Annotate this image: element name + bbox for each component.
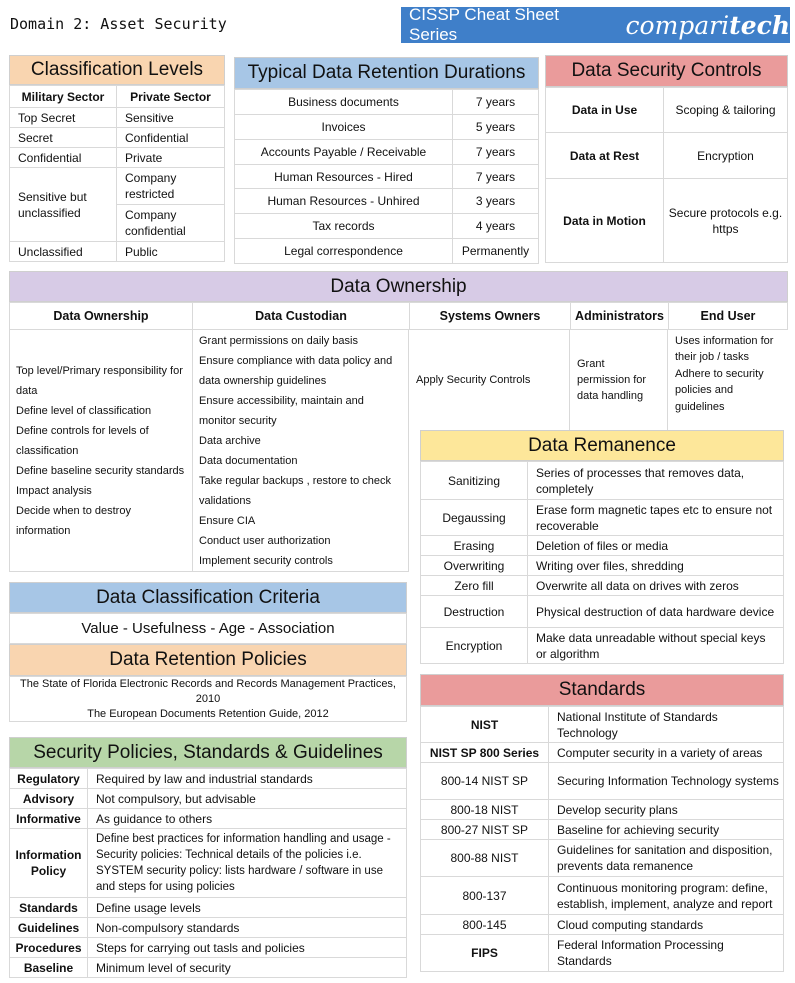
policy-line: The State of Florida Electronic Records and Records Management Practices, 2010 <box>19 677 396 705</box>
comparitech-logo: comparitech <box>625 10 790 40</box>
table-cell: Guidelines for sanitation and disposition, prevents data remanence <box>549 840 784 877</box>
brand-banner <box>401 7 790 43</box>
table-cell: Top Secret <box>10 108 117 128</box>
table-cell: NIST <box>421 707 549 743</box>
policies-title: Security Policies, Standards & Guidelines <box>9 737 407 768</box>
table-cell: Series of processes that removes data, completely <box>528 462 784 500</box>
table-cell: Unclassified <box>10 242 117 262</box>
domain-title: Domain 2: Asset Security <box>10 15 227 33</box>
table-cell: Company restricted <box>117 168 225 205</box>
classification-section <box>9 55 225 262</box>
table-cell: Procedures <box>10 938 88 958</box>
table-cell: Sanitizing <box>421 462 528 500</box>
standards-title: Standards <box>420 674 784 706</box>
table-cell: Encryption <box>421 628 528 664</box>
table-cell: Human Resources - Unhired <box>235 189 453 214</box>
table-cell: 800-18 NIST <box>421 800 549 820</box>
list-item: Define controls for levels of classification <box>16 424 149 457</box>
table-cell: Baseline for achieving security <box>549 820 784 840</box>
list-item: Ensure accessibility, maintain and monitor security <box>199 395 364 427</box>
table-cell: Writing over files, shredding <box>528 556 784 576</box>
list-item: Impact analysis <box>16 484 92 497</box>
table-cell: Deletion of files or media <box>528 536 784 556</box>
table-cell: National Institute of Standards Technology <box>549 707 784 743</box>
table-cell: Make data unreadable without special keys or algorithm <box>528 628 784 664</box>
table-cell: Erasing <box>421 536 528 556</box>
table-cell: Advisory <box>10 789 88 809</box>
table-cell: Define best practices for information handling and usage -Security policies: Technical details of the policies i.e. SYSTEM security policy: lists hardware / software in use and steps for using policies <box>88 829 407 898</box>
table-cell: Confidential <box>10 148 117 168</box>
table-cell: Guidelines <box>10 918 88 938</box>
table-cell: Company confidential <box>117 205 225 242</box>
end-user-cell: Uses information for their job / tasks Adhere to security policies and guidelines <box>675 334 774 413</box>
table-cell: Baseline <box>10 958 88 978</box>
criteria-text: Value - Usefulness - Age - Association <box>9 613 407 644</box>
table-cell: Business documents <box>235 90 453 115</box>
list-item: Data archive <box>199 435 261 447</box>
series-title: CISSP Cheat Sheet Series <box>409 5 559 44</box>
table-cell: As guidance to others <box>88 809 407 829</box>
table-cell: Degaussing <box>421 500 528 536</box>
remanence-title: Data Remanence <box>420 430 784 461</box>
list-item: Decide when to destroy information <box>16 504 131 537</box>
criteria-section <box>9 582 407 722</box>
security-controls-section <box>545 55 788 263</box>
list-item: Define level of classification <box>16 404 152 417</box>
list-item: Grant permissions on daily basis <box>199 335 358 347</box>
table-cell: 5 years <box>453 115 539 140</box>
policies-section <box>9 737 407 978</box>
col-systems-owners: Systems Owners <box>410 303 571 329</box>
table-cell: 800-88 NIST <box>421 840 549 877</box>
policies-table <box>9 768 407 978</box>
table-cell: Secure protocols e.g. https <box>664 179 788 263</box>
table-cell: Non-compulsory standards <box>88 918 407 938</box>
table-cell: Securing Information Technology systems <box>549 763 784 800</box>
table-cell: 7 years <box>453 90 539 115</box>
table-cell: Tax records <box>235 214 453 239</box>
table-cell: 7 years <box>453 140 539 165</box>
administrators-cell: Grant permission for data handling <box>570 329 668 431</box>
table-cell: Data at Rest <box>546 133 664 179</box>
table-cell: 800-145 <box>421 915 549 935</box>
col-data-custodian: Data Custodian <box>193 303 410 329</box>
table-cell: Standards <box>10 898 88 918</box>
table-cell: 7 years <box>453 165 539 189</box>
table-cell: Permanently <box>453 239 539 264</box>
list-item: Ensure compliance with data policy and data ownership guidelines <box>199 355 393 387</box>
col-end-user: End User <box>700 309 756 323</box>
table-cell: 4 years <box>453 214 539 239</box>
systems-owners-cell: Apply Security Controls <box>409 329 570 431</box>
table-cell: Secret <box>10 128 117 148</box>
list-item: Define baseline security standards <box>16 464 185 477</box>
table-cell: Computer security in a variety of areas <box>549 743 784 763</box>
table-cell: Federal Information Processing Standards <box>549 935 784 972</box>
retention-policies-body <box>9 676 407 722</box>
list-item: Conduct user authorization <box>199 535 331 547</box>
standards-table <box>420 706 784 972</box>
table-cell: Private <box>117 148 225 168</box>
table-cell: 800-14 NIST SP <box>421 763 549 800</box>
table-cell: Zero fill <box>421 576 528 596</box>
table-cell: Scoping & tailoring <box>664 88 788 133</box>
retention-durations-table <box>234 89 539 264</box>
table-cell: Information Policy <box>10 829 88 898</box>
table-cell: Erase form magnetic tapes etc to ensure not recoverable <box>528 500 784 536</box>
retention-durations-section <box>234 57 539 264</box>
retention-policies-title: Data Retention Policies <box>9 644 407 676</box>
owner-cell <box>9 329 193 572</box>
table-cell: Destruction <box>421 596 528 628</box>
ownership-section <box>9 271 788 302</box>
table-cell: Invoices <box>235 115 453 140</box>
table-cell: FIPS <box>421 935 549 972</box>
security-controls-title: Data Security Controls <box>545 55 788 87</box>
ownership-column-headers <box>9 302 788 330</box>
table-cell: Define usage levels <box>88 898 407 918</box>
list-item: Implement security controls <box>199 555 333 567</box>
standards-section <box>420 674 784 972</box>
private-header: Private Sector <box>117 86 225 108</box>
security-controls-table <box>545 87 788 263</box>
list-item: Take regular backups , restore to check validations <box>199 475 391 507</box>
table-cell: Accounts Payable / Receivable <box>235 140 453 165</box>
table-cell: Sensitive <box>117 108 225 128</box>
table-cell: Public <box>117 242 225 262</box>
classification-title: Classification Levels <box>9 55 225 85</box>
table-cell: Overwriting <box>421 556 528 576</box>
table-cell: 800-27 NIST SP <box>421 820 549 840</box>
col-administrators: Administrators <box>571 303 669 329</box>
table-cell: Not compulsory, but advisable <box>88 789 407 809</box>
table-cell: Sensitive but unclassified <box>10 168 117 242</box>
custodian-cell <box>192 329 409 572</box>
table-cell: 800-137 <box>421 877 549 915</box>
list-item: Top level/Primary responsibility for data <box>16 364 183 397</box>
table-cell: NIST SP 800 Series <box>421 743 549 763</box>
table-cell: Steps for carrying out tasls and policies <box>88 938 407 958</box>
table-cell: Informative <box>10 809 88 829</box>
table-cell: Minimum level of security <box>88 958 407 978</box>
list-item: Ensure CIA <box>199 515 256 527</box>
classification-table <box>9 85 225 262</box>
table-cell: Cloud computing standards <box>549 915 784 935</box>
table-cell: Encryption <box>664 133 788 179</box>
table-cell: Confidential <box>117 128 225 148</box>
military-header: Military Sector <box>10 86 117 108</box>
table-cell: Continuous monitoring program: define, establish, implement, analyze and report <box>549 877 784 915</box>
remanence-section <box>420 430 784 664</box>
table-cell: Develop security plans <box>549 800 784 820</box>
table-cell: Data in Use <box>546 88 664 133</box>
criteria-title: Data Classification Criteria <box>9 582 407 613</box>
list-item: Data documentation <box>199 455 298 467</box>
table-cell: Overwrite all data on drives with zeros <box>528 576 784 596</box>
table-cell: 3 years <box>453 189 539 214</box>
retention-durations-title: Typical Data Retention Durations <box>234 57 539 89</box>
table-cell: Physical destruction of data hardware device <box>528 596 784 628</box>
policy-line: The European Documents Retention Guide, 2012 <box>87 707 329 720</box>
table-cell: Regulatory <box>10 769 88 789</box>
col-data-ownership: Data Ownership <box>10 303 193 329</box>
table-cell: Required by law and industrial standards <box>88 769 407 789</box>
remanence-table <box>420 461 784 664</box>
table-cell: Legal correspondence <box>235 239 453 264</box>
ownership-title: Data Ownership <box>9 271 788 302</box>
table-cell: Data in Motion <box>546 179 664 263</box>
table-cell: Human Resources - Hired <box>235 165 453 189</box>
